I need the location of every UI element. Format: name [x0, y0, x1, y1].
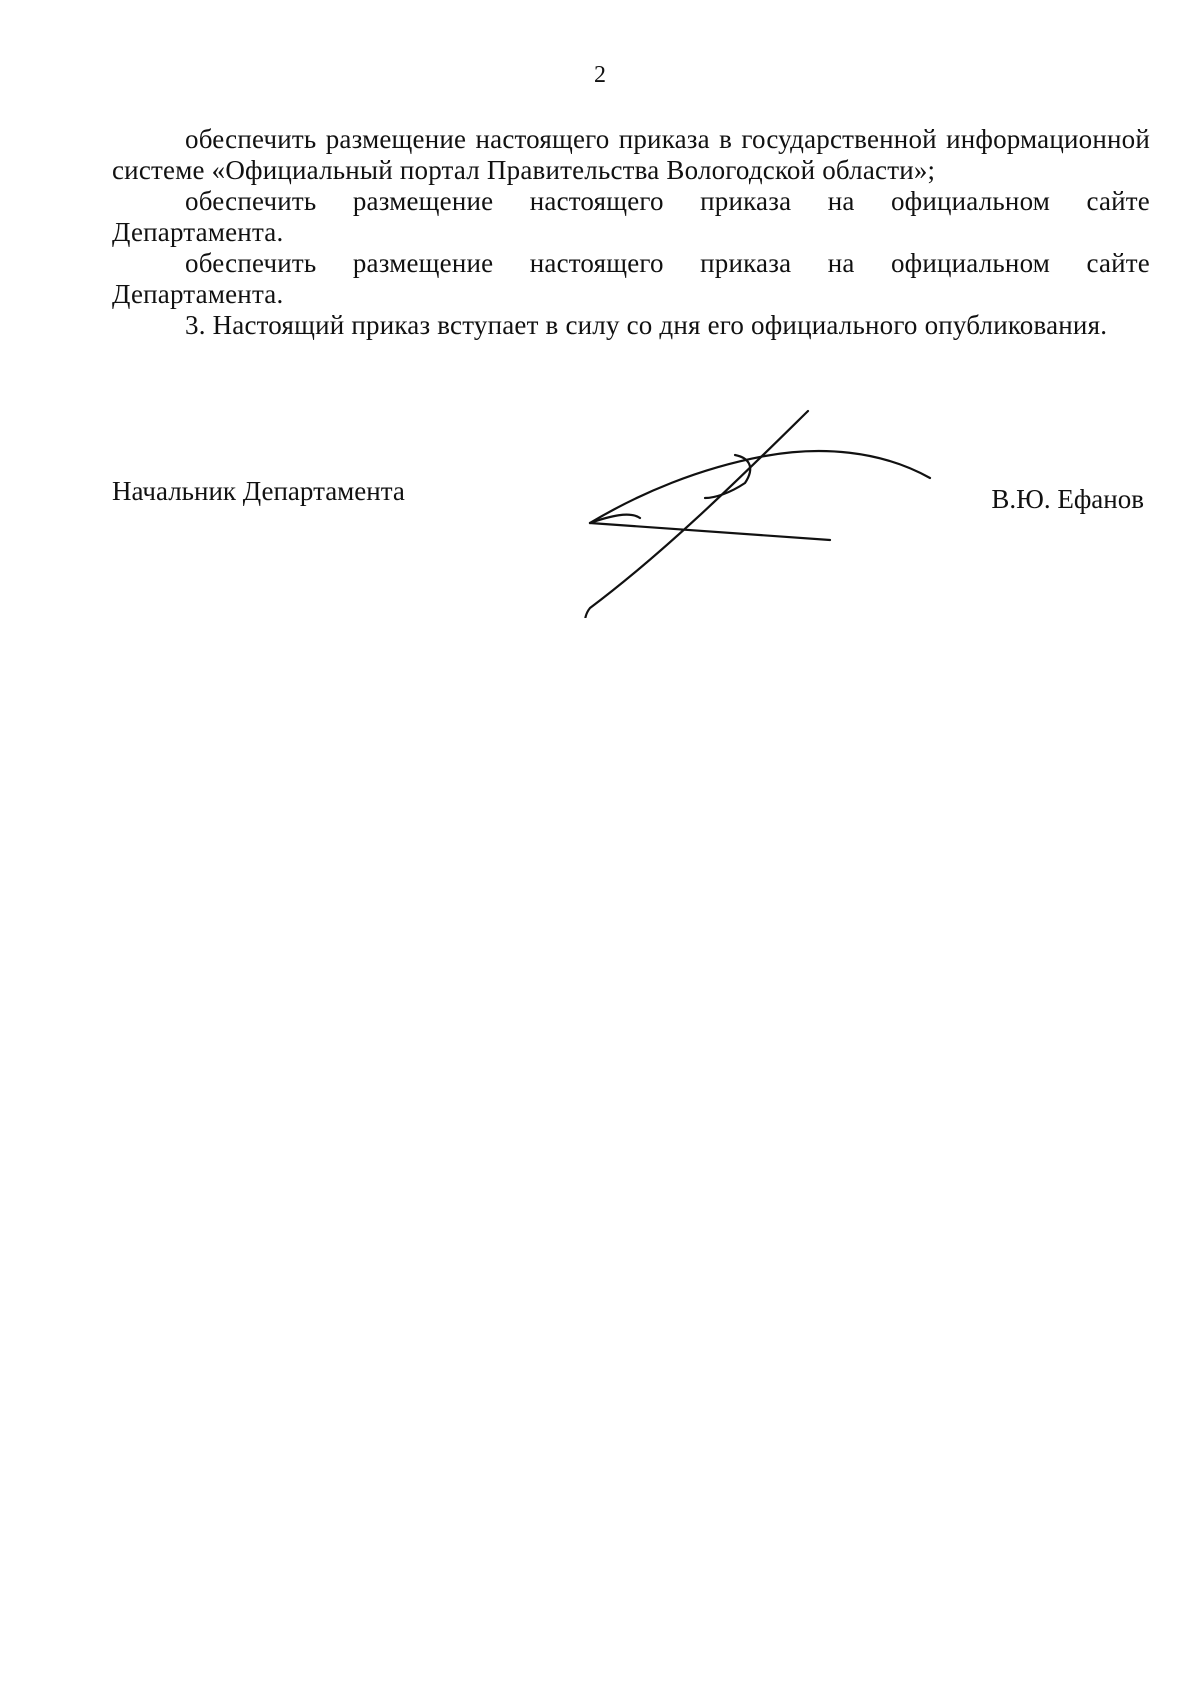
document-body — [112, 124, 1150, 341]
paragraph-portal-publication: обеспечить размещение настоящего приказа в государственной информационной системе «Официальный портал Правительства Вологодской области»; — [112, 124, 1150, 185]
paragraph-effective-date: 3. Настоящий приказ вступает в силу со дня его официального опубликования. — [185, 310, 1108, 340]
signer-position-title: Начальник Департамента — [112, 476, 405, 506]
page-number: 2 — [594, 62, 606, 88]
paragraph-website-publication-repeat: обеспечить размещение настоящего приказа на официальном сайте Департамента. — [112, 248, 1150, 309]
signer-name: В.Ю. Ефанов — [991, 484, 1144, 514]
handwritten-signature — [580, 408, 950, 618]
paragraph-website-publication: обеспечить размещение настоящего приказа на официальном сайте Департамента. — [112, 186, 1150, 247]
